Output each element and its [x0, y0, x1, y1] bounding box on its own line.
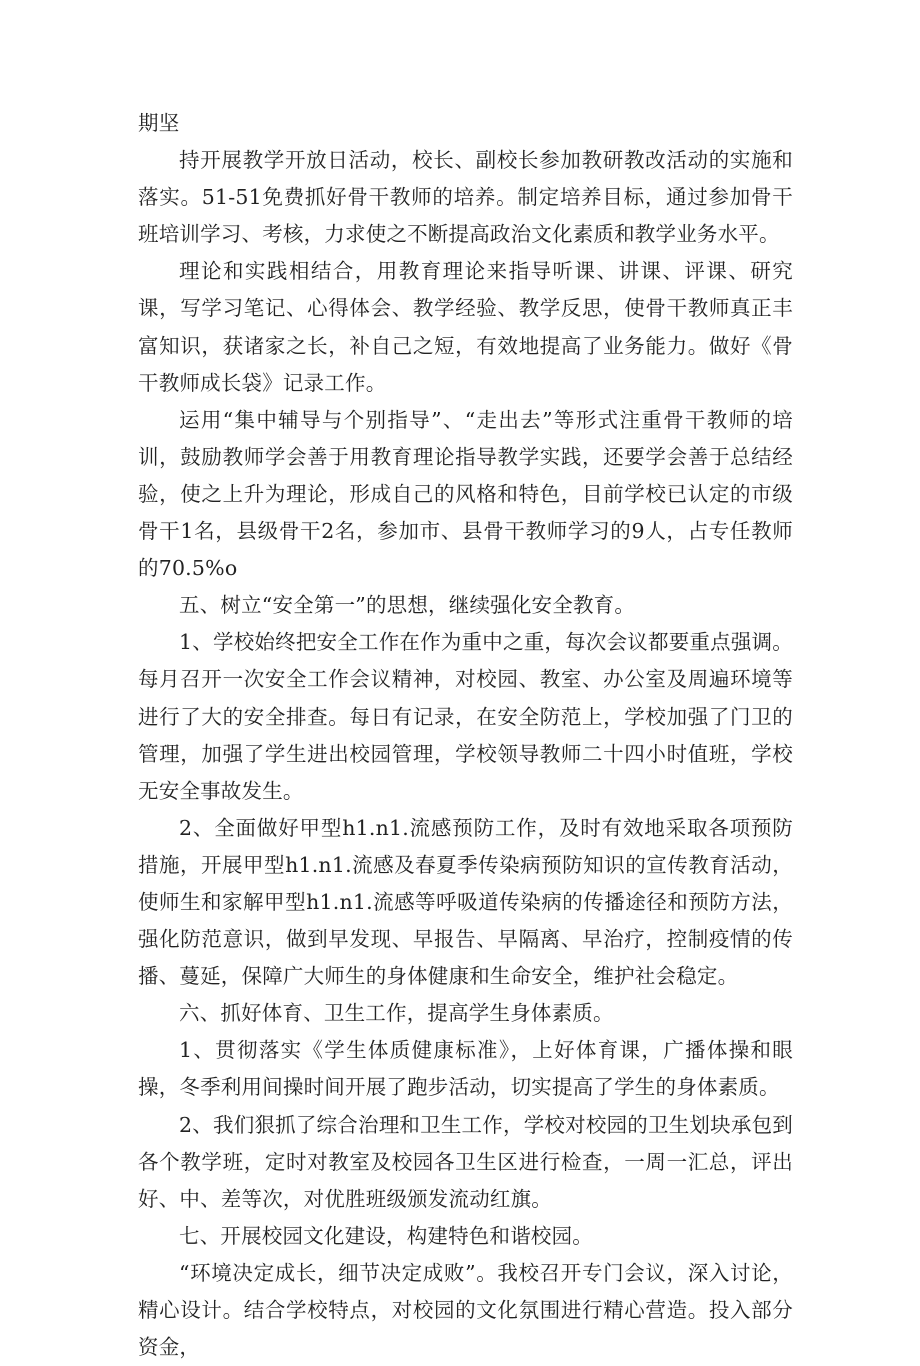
- section-heading-campus-culture: 七、开展校园文化建设，构建特色和谐校园。: [179, 1223, 593, 1248]
- section-heading-safety: 五、树立“安全第一”的思想，继续强化安全教育。: [179, 593, 636, 618]
- paragraph-safety-work: 1、学校始终把安全工作在作为重中之重，每次会议都要重点强调。每月召开一次安全工作会议精神，对校园、教室、办公室及周遍环境等进行了大的安全排查。每日有记录，在安全防范上，学校加强了门卫的管理，加强了学生进出校园管理，学校领导教师二十四小时值班，学校无安全事故发生。: [138, 630, 793, 803]
- paragraph-theory-practice: 理论和实践相结合，用教育理论来指导听课、讲课、评课、研究课，写学习笔记、心得体会、教学经验、教学反思，使骨干教师真正丰富知识，获诸家之长，补自己之短，有效地提高了业务能力。做好《骨干教师成长袋》记录工作。: [138, 259, 793, 395]
- section-heading-sports-health: 六、抓好体育、卫生工作，提高学生身体素质。: [179, 1001, 614, 1026]
- paragraph-flu-prevention: 2、全面做好甲型h1.n1.流感预防工作，及时有效地采取各项预防措施，开展甲型h1.n1.流感及春夏季传染病预防知识的宣传教育活动，使师生和家解甲型h1.n1.流感等呼吸道传染病的传播途径和预防方法，强化防范意识，做到早发现、早报告、早隔离、早治疗，控制疫情的传播、蔓延，保障广大师生的身体健康和生命安全，维护社会稳定。: [138, 815, 793, 989]
- paragraph-teaching-open-day: 持开展教学开放日活动，校长、副校长参加教研教改活动的实施和落实。51-51免费抓好骨干教师的培养。制定培养目标，通过参加骨干班培训学习、考核，力求使之不断提高政治文化素质和教学业务水平。: [138, 148, 793, 247]
- paragraph-environment: “环境决定成长，细节决定成败”。我校召开专门会议，深入讨论，精心设计。结合学校特点，对校园的文化氛围进行精心营造。投入部分资金，: [138, 1260, 793, 1360]
- paragraph-fragment-start: 期坚: [138, 111, 180, 135]
- paragraph-backbone-training: 运用“集中辅导与个别指导”、“走出去”等形式注重骨干教师的培训，鼓励教师学会善于用教育理论指导教学实践，还要学会善于总结经验，使之上升为理论，形成自己的风格和特色，目前学校已认定的市级骨干1名，县级骨干2名，参加市、县骨干教师学习的9人，占专任教师的70.5%o: [138, 407, 793, 581]
- paragraph-hygiene-work: 2、我们狠抓了综合治理和卫生工作，学校对校园的卫生划块承包到各个教学班，定时对教室及校园各卫生区进行检查，一周一汇总，评出好、中、差等次，对优胜班级颁发流动红旗。: [138, 1112, 793, 1211]
- document-body: [138, 105, 793, 1366]
- paragraph-physical-standards: 1、贯彻落实《学生体质健康标准》，上好体育课，广播体操和眼操，冬季利用间操时间开展了跑步活动，切实提高了学生的身体素质。: [138, 1038, 793, 1100]
